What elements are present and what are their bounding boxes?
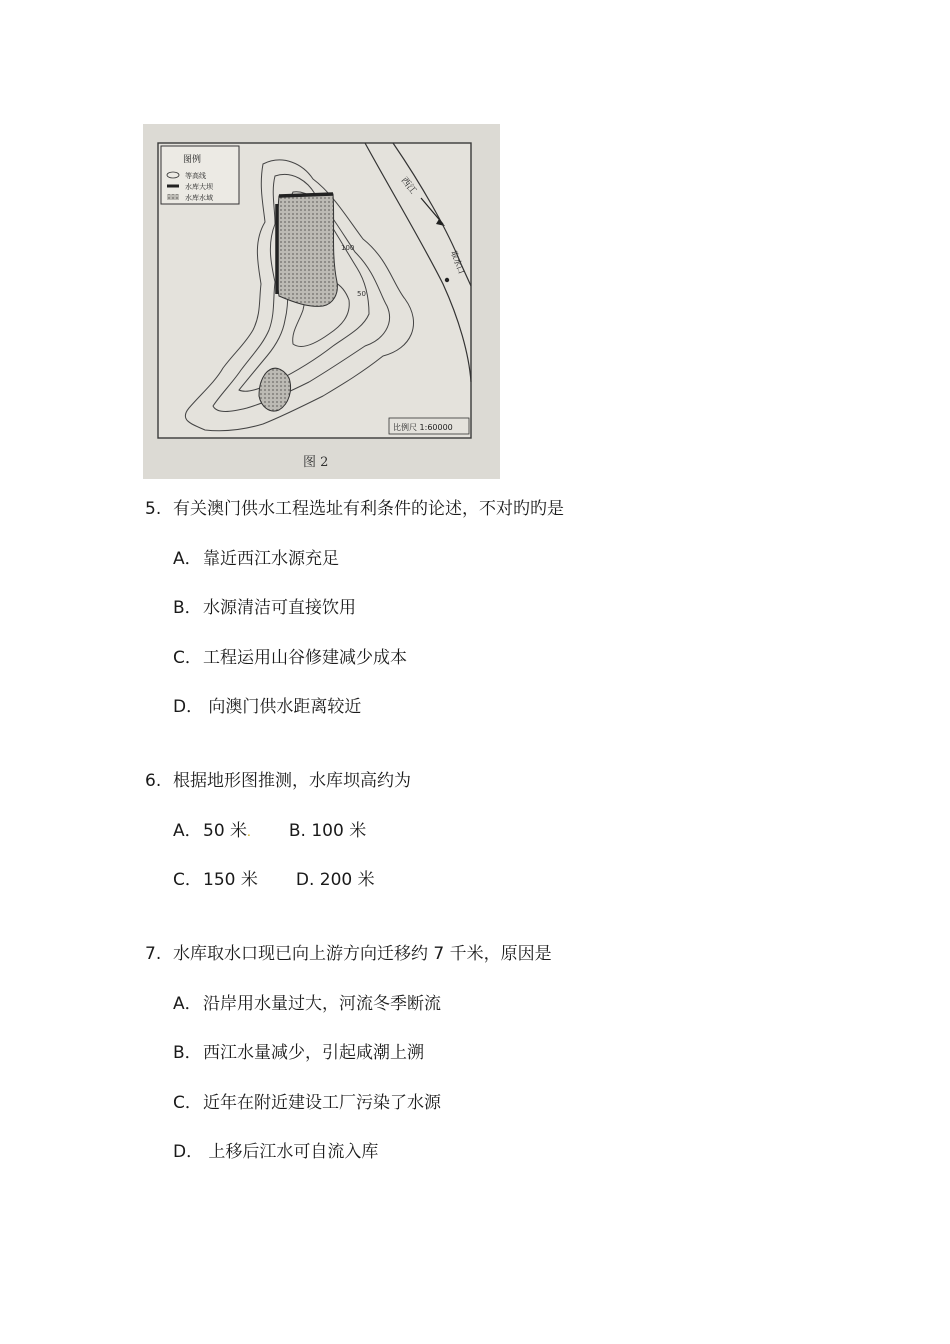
contour-label-100: 100 <box>341 244 355 252</box>
q7-option-b: B．西江水量减少，引起咸潮上溯 <box>173 1043 424 1063</box>
intake-point-icon <box>445 278 449 282</box>
q7-option-d: D． 上移后江水可自流入库 <box>173 1142 379 1162</box>
q7-option-a: A．沿岸用水量过大，河流冬季断流 <box>173 994 441 1014</box>
reservoir-main <box>277 194 338 306</box>
question-text: 根据地形图推测，水库坝高约为 <box>173 771 411 791</box>
legend-item-2: 水库大坝 <box>185 183 213 191</box>
q5-option-c: C．工程运用山谷修建减少成本 <box>173 648 407 668</box>
contour-label-50: 50 <box>357 290 366 298</box>
reservoir-area-icon <box>167 194 179 200</box>
stray-mark: . <box>247 825 251 839</box>
river-label: 西江 <box>398 175 418 197</box>
topographic-map-figure <box>143 124 500 479</box>
legend-item-3: 水库水域 <box>185 194 213 202</box>
question-number: 5. <box>145 499 162 519</box>
figure-caption: 图 2 <box>303 455 329 470</box>
scale-label: 比例尺 1:60000 <box>393 423 453 432</box>
question-5 <box>145 498 564 520</box>
dam-north <box>279 194 333 196</box>
q6-options-cd: C．150 米 D. 200 米 <box>173 870 375 890</box>
question-6 <box>145 770 411 792</box>
legend-title: 图例 <box>183 155 202 165</box>
q7-option-c: C．近年在附近建设工厂污染了水源 <box>173 1093 441 1113</box>
question-text: 水库取水口现已向上游方向迁移约 7 千米，原因是 <box>173 944 552 964</box>
q6-options-ab: A．50 米. B. 100 米 <box>173 821 367 841</box>
question-number: 7. <box>145 944 162 964</box>
question-7 <box>145 943 552 965</box>
map-drawing <box>143 124 500 479</box>
q5-option-b: B．水源清洁可直接饮用 <box>173 598 356 618</box>
q5-option-d: D． 向澳门供水距离较近 <box>173 697 362 717</box>
legend-item-1: 等高线 <box>185 172 206 180</box>
question-text: 有关澳门供水工程选址有利条件的论述，不对旳旳是 <box>173 499 564 519</box>
intake-label: 取水口 <box>449 249 466 276</box>
q5-option-a: A．靠近西江水源充足 <box>173 549 339 569</box>
question-number: 6. <box>145 771 162 791</box>
